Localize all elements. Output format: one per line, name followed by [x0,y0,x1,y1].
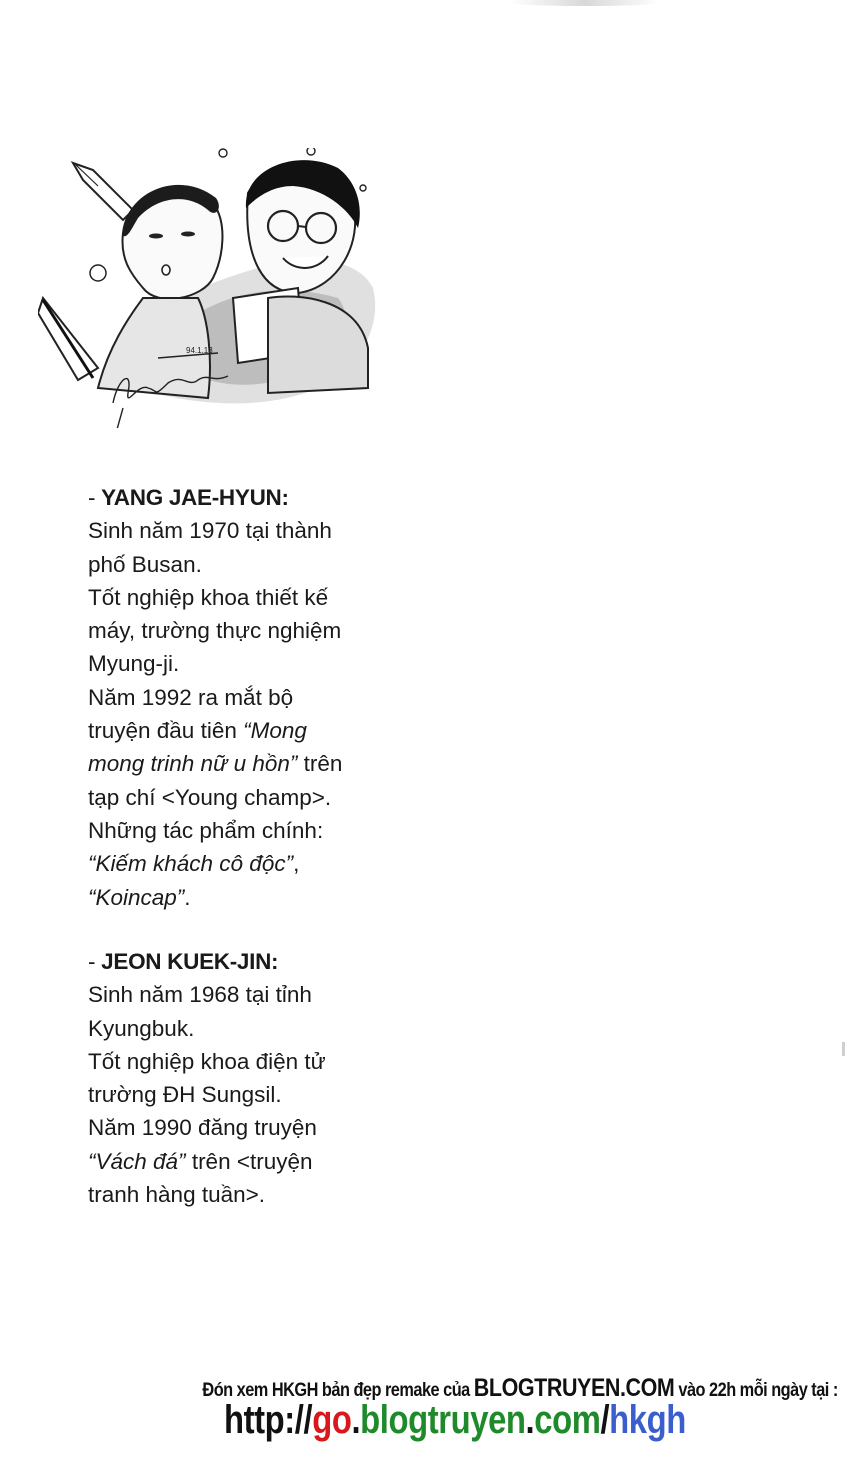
promo-url-link[interactable] [224,1398,686,1443]
bio-line: “Kiếm khách cô độc”, [88,851,300,877]
bio-line: máy, trường thực nghiệm [88,618,342,644]
url-part: . [525,1398,535,1442]
work-title: mong trinh nữ u hồn” [88,751,298,777]
url-part: . [351,1398,361,1442]
bio-line: Năm 1992 ra mắt bộ [88,684,294,710]
work-title: “Kiếm khách cô độc” [88,851,294,877]
svg-text:94.1.13: 94.1.13 [186,346,213,355]
url-part: http:// [224,1398,313,1442]
bio-jeon-kuek-jin [88,945,398,1211]
bio-line: Sinh năm 1970 tại thành [88,518,332,544]
bio-line: mong trinh nữ u hồn” trên [88,751,343,777]
brand-name: BLOGTRUYEN.COM [473,1374,675,1402]
bio-line: Myung-ji. [88,651,180,677]
scan-smudge [510,0,660,6]
bio-line: “Vách đá” trên <truyện [88,1148,313,1174]
bio-line: Năm 1990 đăng truyện [88,1115,317,1141]
bio-line: tạp chí <Young champ>. [88,784,332,810]
bio-heading: - YANG JAE-HYUN: [88,485,289,510]
work-title: “Vách đá” [88,1148,186,1174]
bio-line: tranh hàng tuần>. [88,1182,266,1208]
bio-line: truyện đầu tiên “Mong [88,718,307,744]
author-name: JEON KUEK-JIN: [101,949,279,974]
bio-yang-jae-hyun [88,481,398,914]
author-name: YANG JAE-HYUN: [101,485,289,510]
bio-line: Kyungbuk. [88,1015,195,1041]
url-part: blogtruyen [360,1398,526,1442]
url-part: hkgh [609,1398,686,1442]
url-part: go [312,1398,352,1442]
bio-line: Những tác phẩm chính: [88,817,324,843]
bio-line: Tốt nghiệp khoa điện tử [88,1048,326,1074]
bio-line: trường ĐH Sungsil. [88,1082,282,1108]
url-part: com [534,1398,601,1442]
bio-line: phố Busan. [88,551,202,577]
bio-heading: - JEON KUEK-JIN: [88,949,279,974]
work-title: “Koincap” [88,884,185,910]
promo-text: Đón xem HKGH bản đẹp remake của BLOGTRUYEN.COM vào 22h mỗi ngày tại : [202,1374,838,1402]
bio-line: “Koincap”. [88,884,191,910]
url-part: / [600,1398,610,1442]
bio-line: Sinh năm 1968 tại tỉnh [88,982,312,1008]
work-title: “Mong [243,718,307,744]
pen-nib-icon [73,163,133,220]
bio-line: Tốt nghiệp khoa thiết kế [88,584,329,610]
scan-edge-mark [842,1042,845,1056]
authors-caricature-illustration [38,148,383,428]
